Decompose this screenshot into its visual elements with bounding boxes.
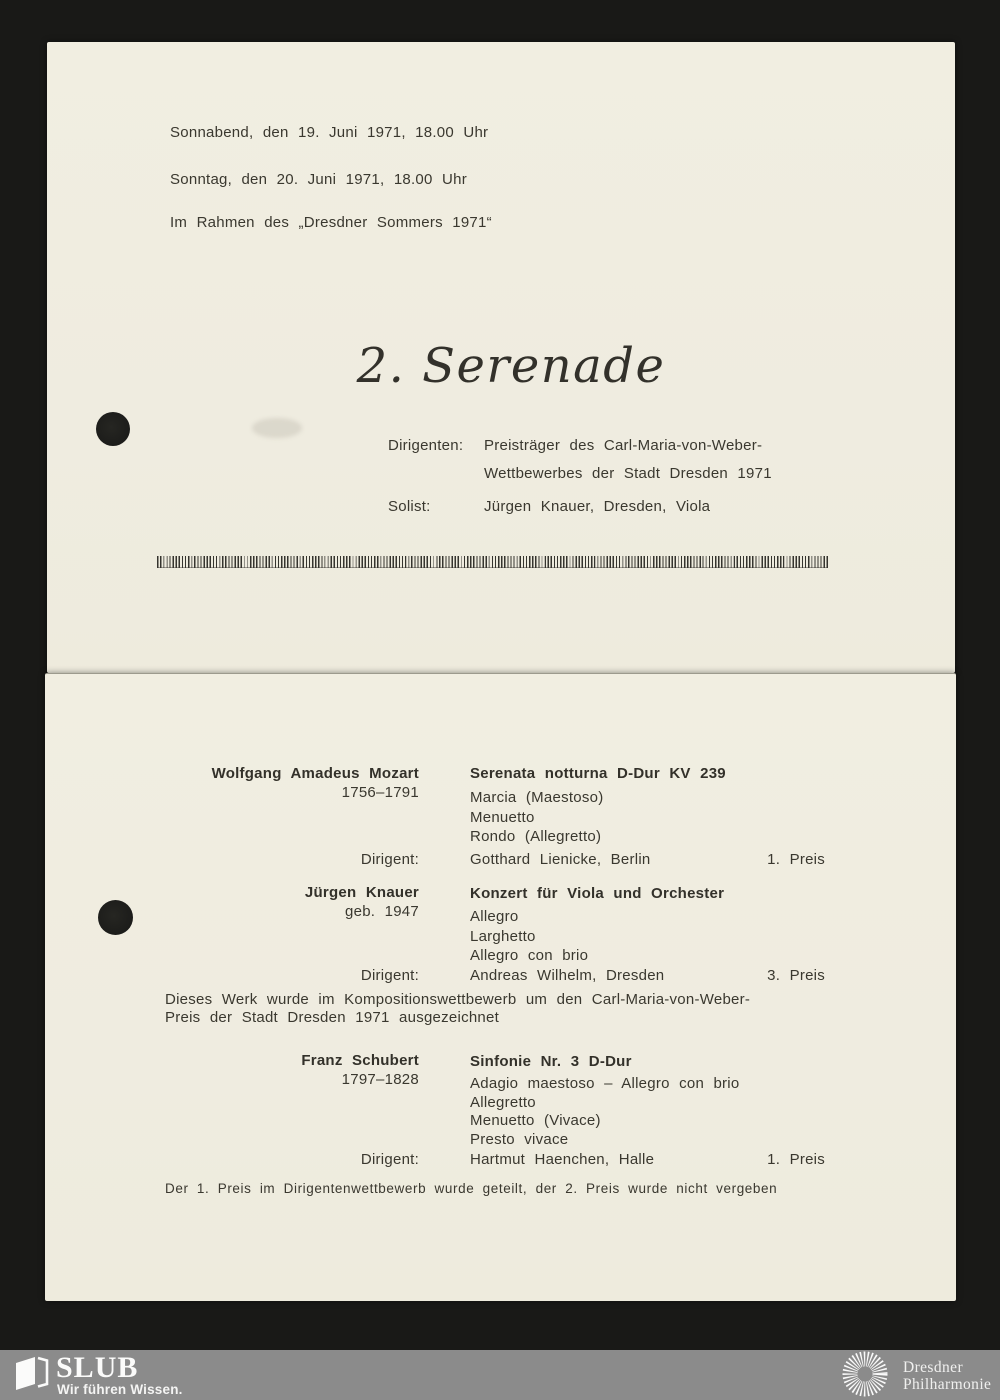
movement: Marcia (Maestoso) <box>470 789 604 806</box>
concert-title: 2. Serenade <box>356 338 666 394</box>
composer-name: Franz Schubert <box>301 1052 419 1069</box>
conductors-value-line2: Wettbewerbes der Stadt Dresden 1971 <box>484 465 772 482</box>
conductor-label: Dirigent: <box>360 967 419 984</box>
prize-note: Der 1. Preis im Dirigentenwettbewerb wurde geteilt, der 2. Preis wurde nicht vergeben <box>165 1181 778 1196</box>
pencil-smudge <box>252 418 302 438</box>
philharmonie-text-line1: Dresdner <box>903 1359 964 1376</box>
composer-dates: 1756–1791 <box>341 784 419 801</box>
conductor-name: Gotthard Lienicke, Berlin <box>470 851 651 868</box>
philharmonie-logo-text <box>903 1360 991 1393</box>
soloist-value: Jürgen Knauer, Dresden, Viola <box>484 498 711 515</box>
conductors-value-line1: Preisträger des Carl-Maria-von-Weber- <box>484 437 763 454</box>
movement-list <box>470 907 588 966</box>
conductor-label: Dirigent: <box>360 851 419 868</box>
movement: Menuetto <box>470 808 535 826</box>
work-note-line1: Dieses Werk wurde im Kompositionswettbewerb um den Carl-Maria-von-Weber- <box>165 991 751 1008</box>
conductor-name: Andreas Wilhelm, Dresden <box>470 967 665 984</box>
composer-dates: geb. 1947 <box>345 903 419 920</box>
prize-badge: 1. Preis <box>767 851 825 868</box>
work-note-line2: Preis der Stadt Dresden 1971 ausgezeichnet <box>165 1009 500 1026</box>
soloist-label: Solist: <box>388 498 431 515</box>
composer-name: Wolfgang Amadeus Mozart <box>211 765 419 782</box>
work-title: Serenata notturna D-Dur KV 239 <box>470 765 726 782</box>
prize-badge: 1. Preis <box>767 1151 825 1168</box>
date-line-sunday: Sonntag, den 20. Juni 1971, 18.00 Uhr <box>170 171 467 188</box>
movement: Allegro <box>470 908 519 925</box>
work-title: Sinfonie Nr. 3 D-Dur <box>470 1053 632 1070</box>
movement: Rondo (Allegretto) <box>470 828 602 845</box>
hole-punch-bottom <box>98 900 133 935</box>
occasion-line: Im Rahmen des „Dresdner Sommers 1971“ <box>170 214 492 231</box>
library-footer-bar <box>0 1350 1000 1400</box>
movement-list <box>470 1075 739 1150</box>
conductor-name: Hartmut Haenchen, Halle <box>470 1151 655 1168</box>
movement: Larghetto <box>470 927 536 945</box>
movement: Adagio maestoso – Allegro con brio <box>470 1075 740 1092</box>
slub-logo-text: SLUB <box>56 1351 139 1384</box>
composer-dates: 1797–1828 <box>341 1071 419 1088</box>
movement: Allegro con brio <box>470 947 589 964</box>
hole-punch-top <box>96 412 130 446</box>
movement-list <box>470 788 603 847</box>
movement: Presto vivace <box>470 1131 569 1149</box>
prize-badge: 3. Preis <box>767 967 825 984</box>
date-line-saturday: Sonnabend, den 19. Juni 1971, 18.00 Uhr <box>170 124 489 141</box>
conductors-label: Dirigenten: <box>388 437 464 454</box>
program-sheet-back <box>45 673 956 1301</box>
movement: Allegretto <box>470 1093 536 1111</box>
philharmonie-starburst-icon <box>841 1351 889 1399</box>
movement: Menuetto (Vivace) <box>470 1112 601 1130</box>
philharmonie-text-line2: Philharmonie <box>903 1375 992 1393</box>
program-sheet-front <box>47 42 955 673</box>
slub-tagline-text: Wir führen Wissen. <box>57 1382 183 1397</box>
composer-name: Jürgen Knauer <box>304 884 419 901</box>
slub-book-icon <box>14 1354 50 1392</box>
conductor-label: Dirigent: <box>360 1151 419 1168</box>
hatched-divider <box>157 556 828 568</box>
work-title: Konzert für Viola und Orchester <box>470 885 725 902</box>
